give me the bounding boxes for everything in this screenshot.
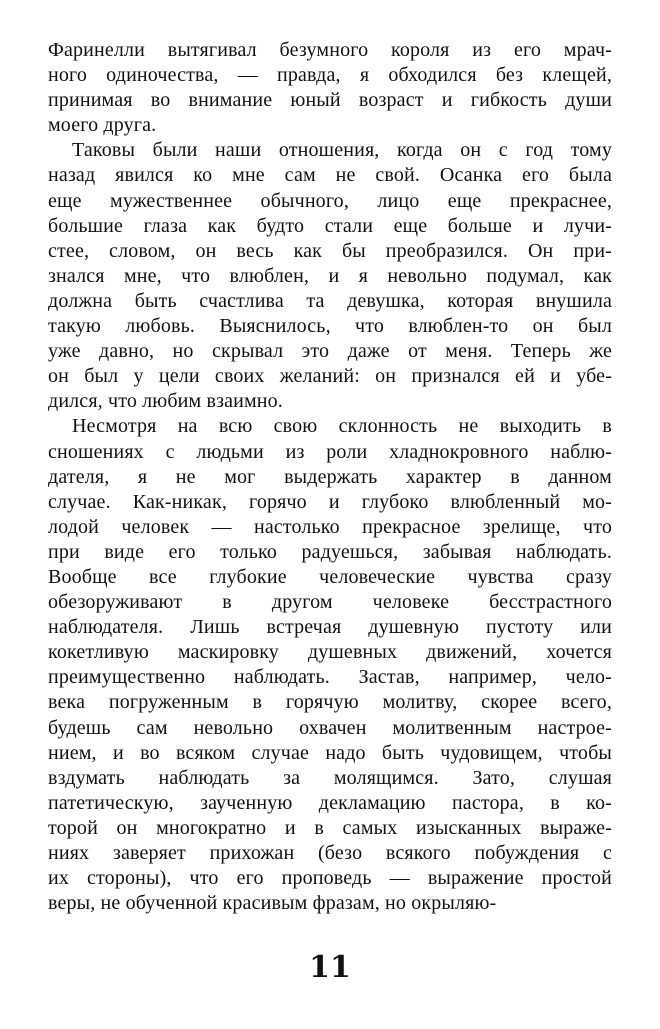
text-line: их стороны), что его проповедь — выражение простой (48, 867, 612, 890)
text-line: Несмотря на всю свою склонность не выходить в (72, 415, 612, 438)
text-line: торой он многократно и в самых изысканных выраже- (48, 816, 612, 839)
text-line: ного одиночества, — правда, я обходился без клещей, (48, 64, 612, 87)
text-line: при виде его только радуешься, забывая наблюдать. (48, 540, 612, 563)
text-line: наблюдателя. Лишь встречая душевную пустоту или (48, 616, 612, 639)
text-line: обезоруживают в другом человеке бесстрастного (48, 591, 612, 614)
text-line: Вообще все глубокие человеческие чувства сразу (48, 565, 612, 588)
text-line: кокетливую маскировку душевных движений, хочется (48, 641, 612, 664)
text-line: будешь сам невольно охвачен молитвенным настрое- (48, 716, 612, 739)
text-line: принимая во внимание юный возраст и гибкость души (48, 89, 612, 112)
text-line: стее, словом, он весь как бы преобразился. Он при- (48, 239, 612, 262)
text-line: большие глаза как будто стали еще больше и лучи- (48, 214, 612, 237)
paragraph (48, 138, 612, 414)
text-line: случае. Как-никак, горячо и глубоко влюбленный мо- (48, 490, 612, 513)
text-line: ниях заверяет прихожан (безо всякого побуждения с (48, 842, 612, 864)
text-line: нием, и во всяком случае надо быть чудовищем, чтобы (48, 741, 612, 764)
text-line: еще мужественнее обычного, лицо еще прекраснее, (48, 189, 612, 212)
text-line: Фаринелли вытягивал безумного короля из его мрач- (48, 39, 612, 61)
text-line: уже давно, но скрывал это даже от меня. Теперь же (48, 340, 612, 363)
text-line: он был у цели своих желаний: он признался ей и убе- (48, 365, 612, 388)
text-line: веры, не обученной красивым фразам, но окрыляю- (48, 892, 497, 915)
text-line: дателя, я не мог выдержать характер в данном (48, 465, 612, 488)
text-line: вздумать наблюдать за молящимся. Зато, слушая (48, 766, 612, 789)
paragraph (48, 414, 612, 916)
text-line: должна быть счастлива та девушка, которая внушила (48, 289, 612, 312)
text-line: моего друга. (48, 114, 157, 137)
text-line: лодой человек — настолько прекрасное зрелище, что (48, 515, 612, 538)
text-line: века погруженным в горячую молитву, скорее всего, (48, 691, 612, 714)
paragraph (48, 38, 612, 138)
text-line: преимущественно наблюдать. Застав, например, чело- (48, 666, 612, 689)
text-line: патетическую, заученную декламацию пастора, в ко- (48, 791, 612, 814)
text-line: назад явился ко мне сам не свой. Осанка его была (48, 164, 612, 187)
page-body (48, 38, 612, 916)
text-line: Таковы были наши отношения, когда он с год тому (72, 139, 612, 162)
text-line: сношениях с людьми из роли хладнокровного наблю- (48, 440, 612, 463)
page-number: 11 (309, 950, 351, 985)
text-line: такую любовь. Выяснилось, что влюблен-то он был (48, 315, 612, 338)
text-line: дился, что любим взаимно. (48, 390, 283, 413)
text-line: знался мне, что влюблен, и я невольно подумал, как (48, 264, 612, 287)
